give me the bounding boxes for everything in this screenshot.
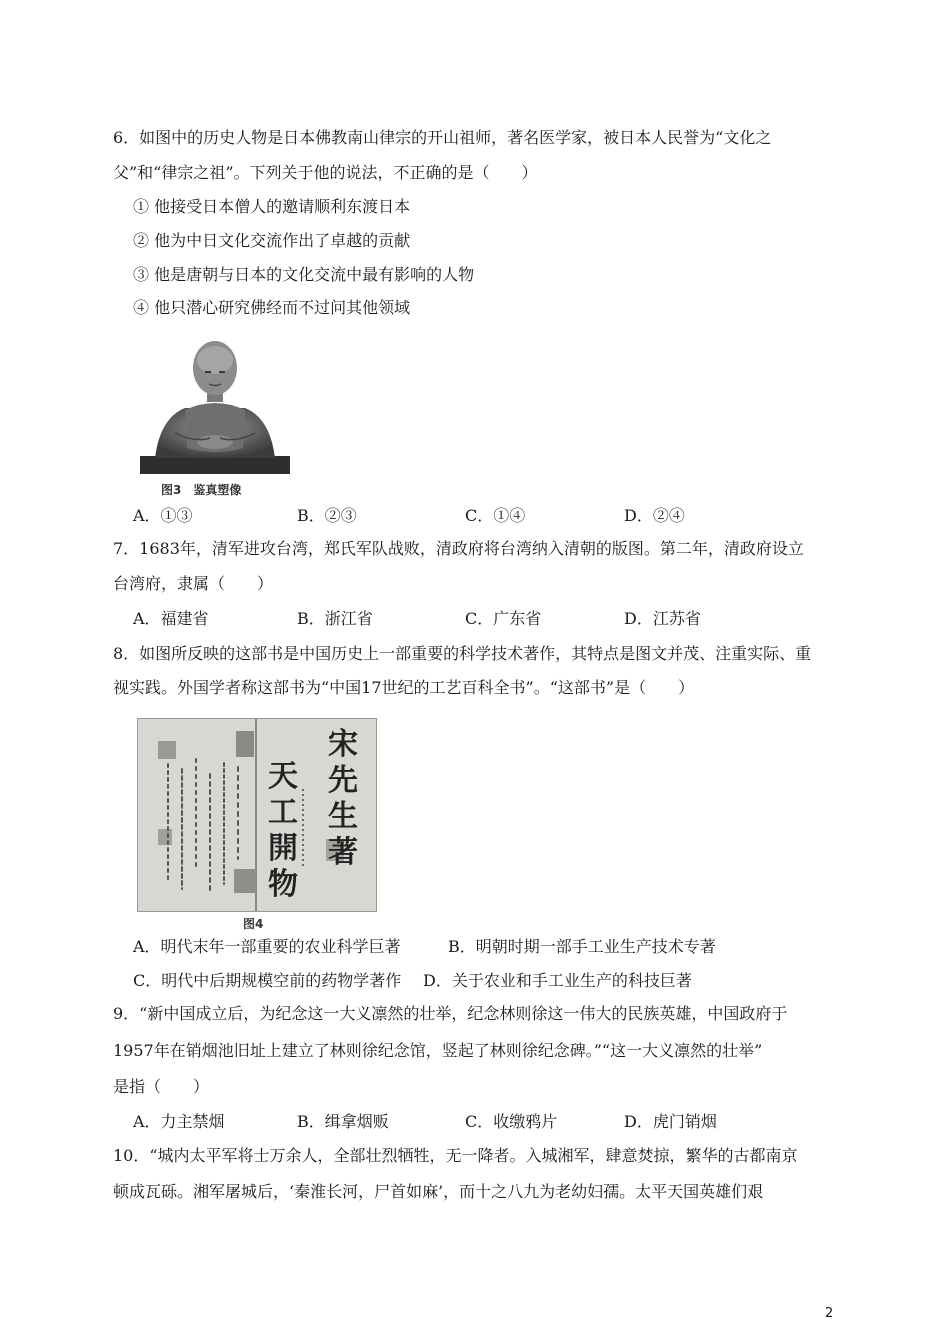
q9-option-c[interactable]: C．收缴鸦片	[465, 1112, 558, 1131]
q8-option-a[interactable]: A．明代末年一部重要的农业科学巨著	[133, 937, 401, 956]
q7-stem-line1: 7．1683年，清军进攻台湾，郑氏军队战败，清政府将台湾纳入清朝的版图。第二年，清政府设立	[113, 539, 804, 558]
q9-option-d[interactable]: D．虎门销烟	[624, 1112, 717, 1131]
q9-stem-line1: 9．“新中国成立后，为纪念这一大义凛然的壮举，纪念林则徐这一伟大的民族英雄，中国政府于	[113, 1004, 788, 1023]
q6-option-c[interactable]: C．①④	[465, 506, 526, 525]
q6-statement-3: ③ 他是唐朝与日本的文化交流中最有影响的人物	[133, 265, 475, 284]
q6-option-a[interactable]: A．①③	[133, 506, 193, 525]
q8-stem-line1: 8．如图所反映的这部书是中国历史上一部重要的科学技术著作，其特点是图文并茂、注重实际、重	[113, 644, 812, 663]
q9-stem-line3: 是指（ ）	[113, 1077, 210, 1096]
q8-option-c[interactable]: C．明代中后期规模空前的药物学著作	[133, 971, 402, 990]
q7-option-a[interactable]: A．福建省	[133, 609, 209, 628]
q7-stem-line2: 台湾府，隶属（ ）	[113, 574, 274, 593]
page-number: 2	[825, 1306, 834, 1321]
q6-stem-line1: 6．如图中的历史人物是日本佛教南山律宗的开山祖师，著名医学家，被日本人民誉为“文化之	[113, 128, 772, 147]
jianzhen-statue-image	[135, 338, 295, 478]
q7-option-b[interactable]: B．浙江省	[297, 609, 373, 628]
q8-option-b[interactable]: B．明朝时期一部手工业生产技术专著	[448, 937, 716, 956]
q6-option-d[interactable]: D．②④	[624, 506, 685, 525]
q6-stem-line2: 父”和“律宗之祖”。下列关于他的说法，不正确的是（ ）	[113, 163, 538, 182]
figure-3-caption: 图3 鉴真塑像	[161, 483, 242, 497]
q6-statement-1: ① 他接受日本僧人的邀请顺利东渡日本	[133, 197, 411, 216]
q6-statement-2: ② 他为中日文化交流作出了卓越的贡献	[133, 231, 411, 250]
q9-stem-line2: 1957年在销烟池旧址上建立了林则徐纪念馆，竖起了林则徐纪念碑。”“这一大义凛然的壮举”	[113, 1041, 763, 1060]
book-author-column: 宋先生著	[328, 727, 358, 870]
q6-statement-4: ④ 他只潜心研究佛经而不过问其他领域	[133, 298, 411, 317]
book-title-column: 天工開物	[268, 759, 298, 902]
q9-option-b[interactable]: B．缉拿烟贩	[297, 1112, 389, 1131]
q6-option-b[interactable]: B．②③	[297, 506, 357, 525]
q7-option-c[interactable]: C．广东省	[465, 609, 542, 628]
q9-option-a[interactable]: A．力主禁烟	[133, 1112, 225, 1131]
q8-option-d[interactable]: D．关于农业和手工业生产的科技巨著	[423, 971, 692, 990]
q7-option-d[interactable]: D．江苏省	[624, 609, 701, 628]
q8-stem-line2: 视实践。外国学者称这部书为“中国17世纪的工艺百科全书”。“这部书”是（ ）	[113, 678, 695, 697]
figure-4-caption: 图4	[243, 917, 264, 931]
q10-stem-line2: 顿成瓦砾。湘军屠城后，‘秦淮长河，尸首如麻’，而十之八九为老幼妇孺。太平天国英雄们艰	[113, 1182, 764, 1201]
tiangong-kaiwu-book-image	[137, 718, 377, 912]
q10-stem-line1: 10．“城内太平军将士万余人，全部壮烈牺牲，无一降者。入城湘军，肆意焚掠，繁华的古都南京	[113, 1146, 798, 1165]
